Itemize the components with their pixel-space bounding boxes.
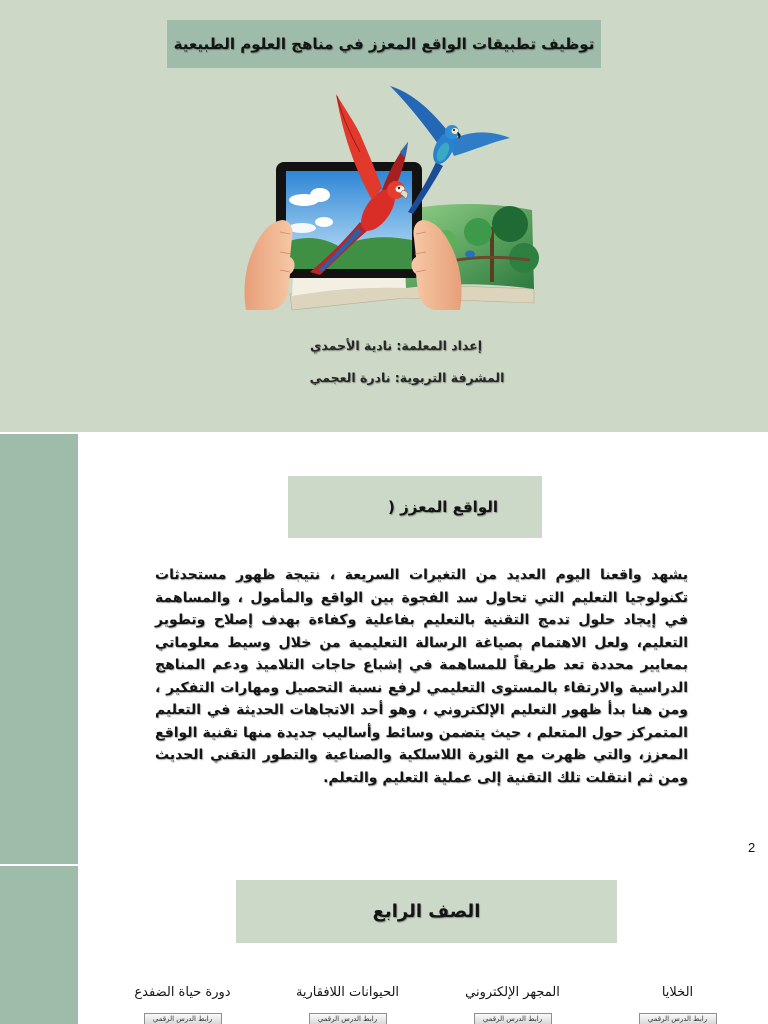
prepared-by-line: إعداد المعلمة: نادية الأحمدي (309, 338, 482, 353)
book-foliage (492, 206, 528, 242)
lesson-title: دورة حياة الضفدع (134, 985, 231, 1000)
intro-paragraph: يشهد واقعنا اليوم العديد من التغيرات السريعة ، نتيجة ظهور مستحدثات تكنولوجيا التعليم التي تحاول سد الفجوة بين الواقع والمأمول ، والمساهمة في إيجاد حلول تدمج التقنية بالتعليم بفاعلية وكفاءة بهدف إصلاح وتطوير التعليم، ولعل الاهتمام بصياغة الرسالة التعليمية من خلال وسيط معلوماتي بمعايير محددة تعد طريقاً للمساهمة في إشباع حاجات التلاميذ ودعم المناهج الدراسية والارتقاء بالمستوى التعليمي لرفع نسبة التحصيل ومهارات التفكير ، ومن هنا بدأ ظهور التعليم الإلكتروني ، وهو أحد الاتجاهات الحديثة في التعليم المتمركز حول المتعلم ، حيث يتضمن وسائط وأساليب جديدة منها تقنية الواقع المعزز، والتي ظهرت مع الثورة اللاسلكية والصناعية والتطور التقني الحديث ومن ثم انتقلت تلك التقنية إلى عملية التعليم والتعلم. (155, 567, 688, 786)
side-band (0, 434, 78, 864)
intro-slide (0, 434, 768, 864)
screen-cloud (310, 188, 330, 202)
grade-slide (0, 866, 768, 1024)
blue-parrot-left-wing (390, 86, 450, 144)
title-slide (0, 0, 768, 432)
book-foliage (464, 218, 492, 246)
left-hand (244, 220, 294, 310)
lesson-title: المجهر الإلكتروني (465, 985, 560, 1000)
digital-lesson-link-button[interactable]: رابط الدرس الرقمي (639, 1013, 717, 1024)
presentation-title: توظيف تطبيقات الواقع المعزز في مناهج العلوم الطبيعية (173, 35, 595, 53)
digital-lesson-link-button[interactable]: رابط الدرس الرقمي (144, 1013, 222, 1024)
slide-heading: الواقع المعزز ( (388, 498, 498, 516)
lesson-item (100, 984, 265, 1024)
book-small-bird (465, 251, 475, 258)
red-parrot-eye (398, 187, 400, 189)
lesson-item (595, 984, 760, 1024)
lesson-item (265, 984, 430, 1024)
blue-parrot-eye (453, 129, 455, 131)
ar-tablet-parrots-illustration (240, 82, 540, 312)
tablet (276, 162, 422, 278)
page-number: 2 (748, 840, 756, 855)
grade-heading: الصف الرابع (372, 901, 481, 922)
heading-box (236, 880, 617, 943)
lessons-row (100, 984, 760, 1024)
supervisor-line: المشرفة التربوية: نادرة العجمي (309, 370, 505, 385)
title-box (167, 20, 601, 68)
lesson-item (430, 984, 595, 1024)
screen-cloud (315, 217, 333, 227)
lesson-title: الحيوانات اللافقارية (295, 985, 400, 1000)
side-band (0, 866, 78, 1024)
digital-lesson-link-button[interactable]: رابط الدرس الرقمي (474, 1013, 552, 1024)
heading-box (288, 476, 542, 538)
lesson-title: الخلايا (661, 985, 694, 1000)
digital-lesson-link-button[interactable]: رابط الدرس الرقمي (309, 1013, 387, 1024)
